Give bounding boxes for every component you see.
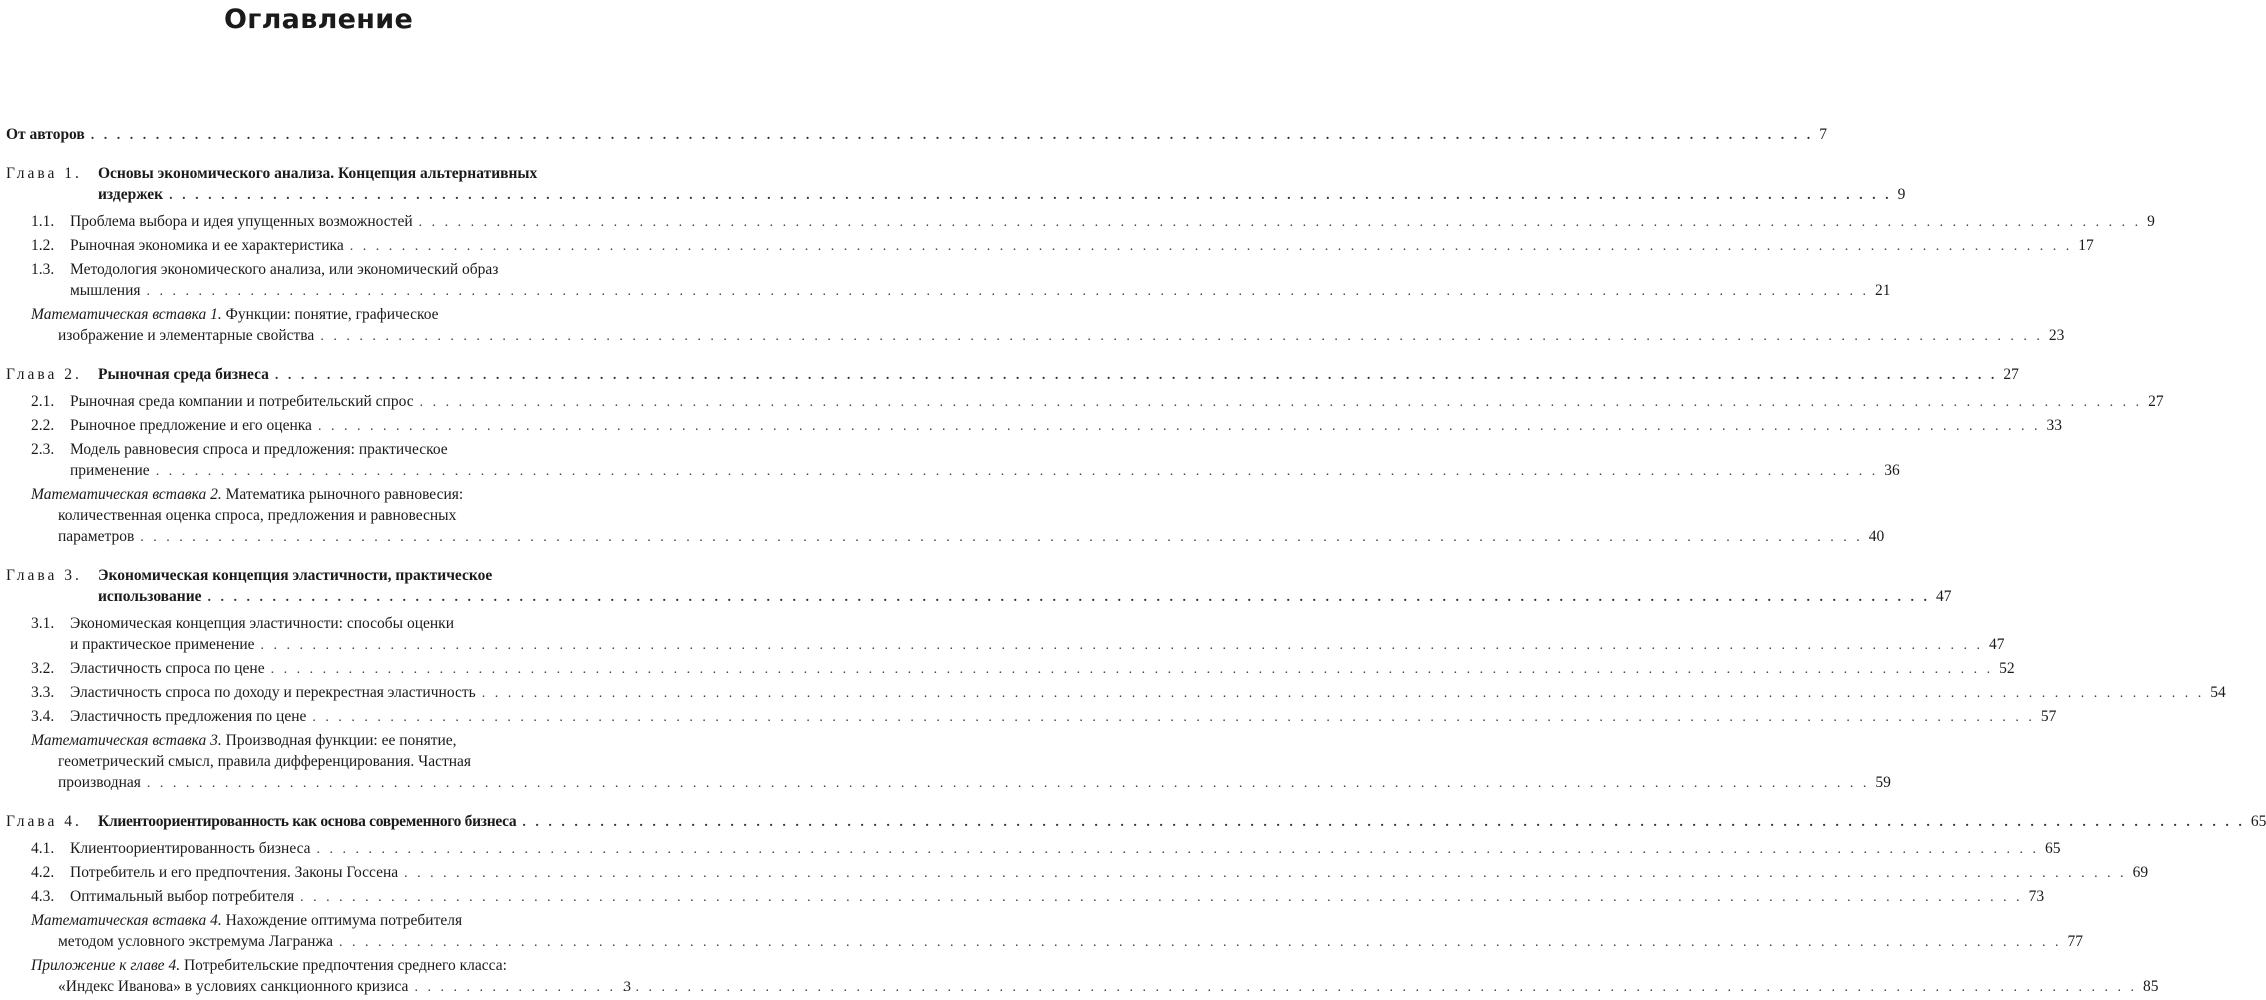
leader-dots bbox=[208, 587, 1931, 608]
math-insert-title: геометрический смысл, правила дифференцирования. Частная bbox=[58, 753, 472, 770]
leader-dots bbox=[271, 659, 1994, 680]
toc-page-number: 33 bbox=[2046, 417, 2062, 434]
section-title: Рыночное предложение и его оценка bbox=[70, 417, 312, 434]
toc-page-number: 27 bbox=[2003, 366, 2019, 383]
section-title: Потребитель и его предпочтения. Законы Госсена bbox=[70, 864, 399, 881]
section-number: 4.3. bbox=[31, 888, 55, 905]
section-number: 2.1. bbox=[31, 393, 55, 410]
section-number: 3.2. bbox=[31, 660, 55, 677]
section-title: Эластичность предложения по цене bbox=[70, 708, 307, 725]
section-title: Экономическая концепция эластичности: способы оценки bbox=[70, 615, 455, 632]
leader-dots bbox=[320, 326, 2043, 347]
leader-dots bbox=[275, 365, 1998, 386]
toc-page-number: 9 bbox=[2147, 213, 2155, 230]
table-of-contents bbox=[6, 124, 2266, 998]
toc-section-1-3[interactable] bbox=[6, 259, 1891, 302]
chapter-label: Глава 1. bbox=[6, 165, 82, 182]
section-title: мышления bbox=[70, 282, 141, 299]
leader-dots bbox=[156, 461, 1879, 482]
toc-page-number: 23 bbox=[2048, 327, 2065, 344]
leader-dots bbox=[350, 236, 2073, 257]
math-insert-label: Математическая вставка 4. bbox=[31, 912, 222, 929]
leader-dots bbox=[318, 416, 2041, 437]
section-number: 4.1. bbox=[31, 840, 55, 857]
section-title: Модель равновесия спроса и предложения: практическое bbox=[70, 441, 448, 458]
section-title: Оптимальный выбор потребителя bbox=[70, 888, 295, 905]
toc-math-insert-2[interactable] bbox=[6, 484, 1885, 548]
toc-section-2-2[interactable] bbox=[6, 415, 2062, 437]
section-number: 3.3. bbox=[31, 684, 55, 701]
toc-page-number: 54 bbox=[2210, 684, 2226, 701]
section-title: Методология экономического анализа, или экономический образ bbox=[70, 261, 499, 278]
toc-page-number: 40 bbox=[1868, 528, 1885, 545]
toc-math-insert-1[interactable] bbox=[6, 304, 2065, 347]
toc-page-number: 27 bbox=[2148, 393, 2164, 410]
chapter-title-line: Экономическая концепция эластичности, практическое bbox=[98, 567, 493, 584]
toc-section-1-1[interactable] bbox=[6, 211, 2155, 233]
section-number: 3.4. bbox=[31, 708, 55, 725]
toc-section-4-1[interactable] bbox=[6, 838, 2061, 860]
toc-section-4-2[interactable] bbox=[6, 862, 2149, 884]
math-insert-label: Математическая вставка 2. bbox=[31, 486, 222, 503]
toc-page-number: 65 bbox=[2250, 813, 2266, 830]
toc-chapter-1[interactable] bbox=[6, 163, 1906, 206]
section-title: Клиентоориентированность бизнеса bbox=[70, 840, 311, 857]
section-title: и практическое применение bbox=[70, 636, 255, 653]
toc-page-number: 47 bbox=[1936, 588, 1952, 605]
toc-appendix-4[interactable] bbox=[6, 955, 2159, 998]
leader-dots bbox=[420, 392, 2143, 413]
chapter-title-line: использование bbox=[98, 588, 202, 605]
toc-page-number: 17 bbox=[2078, 237, 2094, 254]
leader-dots bbox=[419, 212, 2142, 233]
toc-section-2-1[interactable] bbox=[6, 391, 2164, 413]
section-number: 1.2. bbox=[31, 237, 55, 254]
section-number: 4.2. bbox=[31, 864, 55, 881]
toc-section-3-4[interactable] bbox=[6, 706, 2057, 728]
leader-dots bbox=[339, 932, 2062, 953]
toc-section-1-2[interactable] bbox=[6, 235, 2094, 257]
chapter-title-line: Рыночная среда бизнеса bbox=[98, 366, 269, 383]
section-number: 1.3. bbox=[31, 261, 55, 278]
math-insert-title: методом условного экстремума Лагранжа bbox=[58, 933, 334, 950]
chapter-title-line: Клиентоориентированность как основа современного бизнеса bbox=[98, 813, 517, 830]
chapter-title-line: издержек bbox=[98, 186, 164, 203]
toc-page-number: 52 bbox=[1999, 660, 2015, 677]
toc-section-4-3[interactable] bbox=[6, 886, 2045, 908]
leader-dots bbox=[522, 812, 2245, 833]
math-insert-title: производная bbox=[58, 774, 141, 791]
leader-dots bbox=[147, 281, 1870, 302]
appendix-label: Приложение к главе 4. bbox=[31, 957, 181, 974]
chapter-title-line: Основы экономического анализа. Концепция альтернативных bbox=[98, 165, 538, 182]
toc-section-2-3[interactable] bbox=[6, 439, 1900, 482]
toc-page-number: 59 bbox=[1875, 774, 1891, 791]
leader-dots bbox=[91, 125, 1814, 146]
appendix-title: «Индекс Иванова» в условиях санкционного кризиса bbox=[58, 978, 409, 995]
leader-dots bbox=[317, 839, 2040, 860]
section-number: 2.3. bbox=[31, 441, 55, 458]
math-insert-label: Математическая вставка 1. bbox=[31, 306, 222, 323]
toc-page-number: 69 bbox=[2132, 864, 2149, 881]
toc-page-number: 65 bbox=[2045, 840, 2061, 857]
appendix-title: Потребительские предпочтения среднего класса: bbox=[180, 957, 507, 974]
section-number: 2.2. bbox=[31, 417, 55, 434]
leader-dots bbox=[312, 707, 2035, 728]
section-title: Эластичность спроса по цене bbox=[70, 660, 265, 677]
math-insert-title: Функции: понятие, графическое bbox=[221, 306, 439, 323]
section-title: применение bbox=[70, 462, 150, 479]
toc-chapter-4[interactable] bbox=[6, 811, 2266, 833]
toc-page-number: 9 bbox=[1897, 186, 1906, 203]
toc-page-number: 73 bbox=[2028, 888, 2045, 905]
chapter-label: Глава 3. bbox=[6, 567, 82, 584]
leader-dots bbox=[482, 683, 2205, 704]
leader-dots bbox=[261, 635, 1984, 656]
toc-chapter-3[interactable] bbox=[6, 565, 1952, 608]
toc-page-number: 85 bbox=[2142, 978, 2159, 995]
toc-section-3-1[interactable] bbox=[6, 613, 2005, 656]
math-insert-title: Математика рыночного равновесия: bbox=[221, 486, 464, 503]
page-title: Оглавление bbox=[223, 4, 414, 35]
leader-dots bbox=[300, 887, 2023, 908]
toc-math-insert-3[interactable] bbox=[6, 730, 1891, 794]
leader-dots bbox=[140, 527, 1863, 548]
toc-math-insert-4[interactable] bbox=[6, 910, 2084, 953]
math-insert-title: изображение и элементарные свойства bbox=[58, 327, 315, 344]
math-insert-title: Нахождение оптимума потребителя bbox=[221, 912, 463, 929]
section-title: Рыночная среда компании и потребительский спрос bbox=[70, 393, 414, 410]
math-insert-title: Производная функции: ее понятие, bbox=[221, 732, 457, 749]
toc-entry-authors[interactable] bbox=[6, 124, 1828, 146]
toc-page-number: 57 bbox=[2040, 708, 2057, 725]
toc-page-number: 77 bbox=[2067, 933, 2084, 950]
chapter-label: Глава 4. bbox=[6, 813, 82, 830]
toc-chapter-2[interactable] bbox=[6, 364, 2019, 386]
leader-dots bbox=[404, 863, 2127, 884]
toc-page-number: 36 bbox=[1884, 462, 1900, 479]
page-number: 3 bbox=[623, 979, 631, 995]
math-insert-label: Математическая вставка 3. bbox=[31, 732, 222, 749]
chapter-label: Глава 2. bbox=[6, 366, 82, 383]
section-title: Эластичность спроса по доходу и перекрестная эластичность bbox=[70, 684, 476, 701]
section-title: Проблема выбора и идея упущенных возможностей bbox=[70, 213, 413, 230]
leader-dots bbox=[414, 977, 2137, 998]
toc-entry-label: От авторов bbox=[6, 126, 85, 143]
toc-page-number: 7 bbox=[1819, 126, 1828, 143]
leader-dots bbox=[169, 185, 1892, 206]
toc-section-3-3[interactable] bbox=[6, 682, 2226, 704]
math-insert-title: количественная оценка спроса, предложения и равновесных bbox=[58, 507, 457, 524]
math-insert-title: параметров bbox=[58, 528, 135, 545]
section-number: 3.1. bbox=[31, 615, 55, 632]
leader-dots bbox=[147, 773, 1870, 794]
section-title: Рыночная экономика и ее характеристика bbox=[70, 237, 344, 254]
toc-section-3-2[interactable] bbox=[6, 658, 2015, 680]
toc-page-number: 21 bbox=[1875, 282, 1891, 299]
toc-page-number: 47 bbox=[1989, 636, 2005, 653]
section-number: 1.1. bbox=[31, 213, 55, 230]
